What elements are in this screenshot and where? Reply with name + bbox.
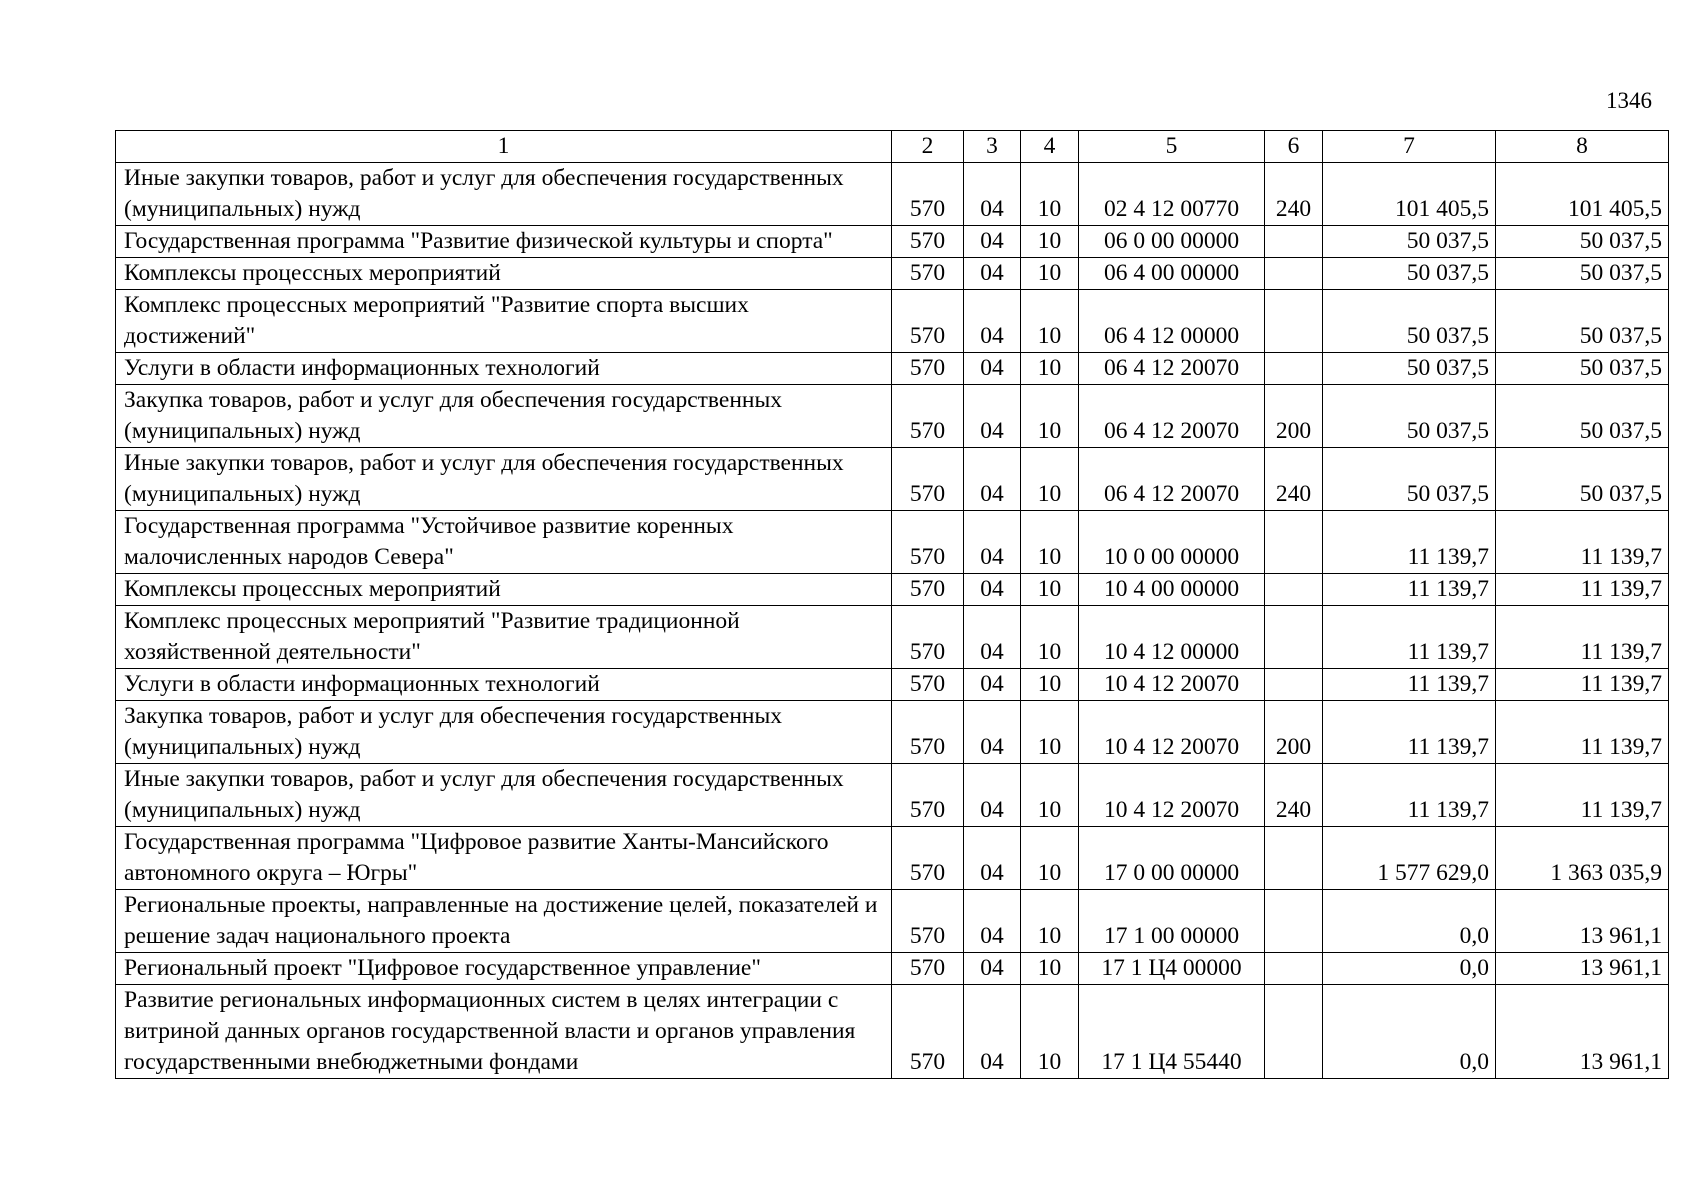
- table-row: [116, 985, 1669, 1079]
- row-cell-3: 04: [964, 226, 1021, 258]
- row-cell-3: 04: [964, 258, 1021, 290]
- row-cell-8: 50 037,5: [1496, 385, 1669, 448]
- table-row: [116, 827, 1669, 890]
- row-cell-4: 10: [1021, 258, 1079, 290]
- row-cell-7: 0,0: [1323, 953, 1496, 985]
- row-cell-4: 10: [1021, 163, 1079, 226]
- row-cell-5: 10 4 12 20070: [1079, 701, 1265, 764]
- row-cell-2: 570: [892, 290, 964, 353]
- row-cell-7: 11 139,7: [1323, 764, 1496, 827]
- header-cell-3: 3: [964, 131, 1021, 163]
- row-cell-5: 17 1 Ц4 55440: [1079, 985, 1265, 1079]
- row-cell-5: 06 0 00 00000: [1079, 226, 1265, 258]
- row-cell-6: 200: [1265, 385, 1323, 448]
- row-cell-7: 1 577 629,0: [1323, 827, 1496, 890]
- page-number: 1346: [1606, 88, 1652, 113]
- row-cell-5: 06 4 12 20070: [1079, 353, 1265, 385]
- row-cell-5: 02 4 12 00770: [1079, 163, 1265, 226]
- row-cell-2: 570: [892, 163, 964, 226]
- row-cell-4: 10: [1021, 290, 1079, 353]
- row-cell-4: 10: [1021, 574, 1079, 606]
- row-cell-7: 11 139,7: [1323, 701, 1496, 764]
- row-cell-3: 04: [964, 827, 1021, 890]
- row-name-cell: Закупка товаров, работ и услуг для обеспечения государственных (муниципальных) нужд: [116, 701, 892, 764]
- row-cell-7: 101 405,5: [1323, 163, 1496, 226]
- row-cell-3: 04: [964, 353, 1021, 385]
- row-cell-8: 11 139,7: [1496, 606, 1669, 669]
- table-row: [116, 258, 1669, 290]
- row-cell-7: 11 139,7: [1323, 669, 1496, 701]
- row-cell-6: [1265, 258, 1323, 290]
- row-cell-7: 0,0: [1323, 890, 1496, 953]
- row-name-cell: Государственная программа "Устойчивое развитие коренных малочисленных народов Севера": [116, 511, 892, 574]
- row-cell-8: 50 037,5: [1496, 226, 1669, 258]
- row-cell-2: 570: [892, 574, 964, 606]
- row-cell-6: [1265, 226, 1323, 258]
- header-cell-8: 8: [1496, 131, 1669, 163]
- row-cell-6: [1265, 953, 1323, 985]
- row-cell-6: 240: [1265, 448, 1323, 511]
- row-cell-8: 50 037,5: [1496, 448, 1669, 511]
- table-body: [116, 131, 1669, 1079]
- table-row: [116, 701, 1669, 764]
- row-cell-8: 11 139,7: [1496, 701, 1669, 764]
- row-cell-2: 570: [892, 953, 964, 985]
- row-cell-6: [1265, 606, 1323, 669]
- row-cell-3: 04: [964, 606, 1021, 669]
- row-cell-2: 570: [892, 511, 964, 574]
- row-cell-8: 1 363 035,9: [1496, 827, 1669, 890]
- row-cell-4: 10: [1021, 606, 1079, 669]
- row-name-cell: Закупка товаров, работ и услуг для обеспечения государственных (муниципальных) нужд: [116, 385, 892, 448]
- row-cell-2: 570: [892, 353, 964, 385]
- table-row: [116, 953, 1669, 985]
- row-cell-8: 11 139,7: [1496, 574, 1669, 606]
- row-cell-2: 570: [892, 985, 964, 1079]
- row-cell-6: [1265, 511, 1323, 574]
- row-cell-8: 11 139,7: [1496, 511, 1669, 574]
- header-cell-5: 5: [1079, 131, 1265, 163]
- row-name-cell: Комплексы процессных мероприятий: [116, 574, 892, 606]
- table-row: [116, 574, 1669, 606]
- row-cell-7: 50 037,5: [1323, 226, 1496, 258]
- row-cell-8: 50 037,5: [1496, 353, 1669, 385]
- row-cell-2: 570: [892, 764, 964, 827]
- row-cell-8: 13 961,1: [1496, 953, 1669, 985]
- row-cell-3: 04: [964, 701, 1021, 764]
- row-cell-4: 10: [1021, 827, 1079, 890]
- table-row: [116, 290, 1669, 353]
- row-cell-6: [1265, 669, 1323, 701]
- row-cell-5: 10 4 12 00000: [1079, 606, 1265, 669]
- row-cell-5: 06 4 12 00000: [1079, 290, 1265, 353]
- row-cell-6: [1265, 985, 1323, 1079]
- row-cell-5: 10 4 00 00000: [1079, 574, 1265, 606]
- row-cell-2: 570: [892, 385, 964, 448]
- row-cell-3: 04: [964, 511, 1021, 574]
- row-name-cell: Государственная программа "Цифровое развитие Ханты-Мансийского автономного округа – Югры": [116, 827, 892, 890]
- row-cell-5: 17 1 Ц4 00000: [1079, 953, 1265, 985]
- row-name-cell: Региональные проекты, направленные на достижение целей, показателей и решение задач национального проекта: [116, 890, 892, 953]
- table-row: [116, 448, 1669, 511]
- row-cell-8: 13 961,1: [1496, 890, 1669, 953]
- row-cell-7: 50 037,5: [1323, 448, 1496, 511]
- table-row: [116, 669, 1669, 701]
- row-cell-5: 06 4 12 20070: [1079, 448, 1265, 511]
- row-cell-2: 570: [892, 226, 964, 258]
- row-cell-3: 04: [964, 669, 1021, 701]
- row-cell-7: 0,0: [1323, 985, 1496, 1079]
- row-cell-3: 04: [964, 890, 1021, 953]
- row-cell-2: 570: [892, 606, 964, 669]
- row-cell-6: 200: [1265, 701, 1323, 764]
- row-name-cell: Комплекс процессных мероприятий "Развитие спорта высших достижений": [116, 290, 892, 353]
- row-cell-3: 04: [964, 764, 1021, 827]
- row-cell-2: 570: [892, 701, 964, 764]
- row-cell-3: 04: [964, 385, 1021, 448]
- row-cell-6: [1265, 353, 1323, 385]
- table-row: [116, 163, 1669, 226]
- row-cell-5: 06 4 12 20070: [1079, 385, 1265, 448]
- budget-table: [115, 130, 1669, 1079]
- row-cell-4: 10: [1021, 764, 1079, 827]
- row-name-cell: Развитие региональных информационных систем в целях интеграции с витриной данных органов государственной власти и органов управления государственными внебюджетными фондами: [116, 985, 892, 1079]
- row-cell-4: 10: [1021, 226, 1079, 258]
- table-row: [116, 385, 1669, 448]
- row-cell-2: 570: [892, 448, 964, 511]
- row-name-cell: Комплекс процессных мероприятий "Развитие традиционной хозяйственной деятельности": [116, 606, 892, 669]
- table-row: [116, 226, 1669, 258]
- row-cell-5: 17 1 00 00000: [1079, 890, 1265, 953]
- row-cell-3: 04: [964, 574, 1021, 606]
- header-cell-2: 2: [892, 131, 964, 163]
- row-cell-4: 10: [1021, 985, 1079, 1079]
- header-cell-6: 6: [1265, 131, 1323, 163]
- row-cell-3: 04: [964, 163, 1021, 226]
- row-cell-4: 10: [1021, 701, 1079, 764]
- header-cell-1: 1: [116, 131, 892, 163]
- row-name-cell: Комплексы процессных мероприятий: [116, 258, 892, 290]
- row-name-cell: Иные закупки товаров, работ и услуг для обеспечения государственных (муниципальных) нужд: [116, 764, 892, 827]
- row-cell-7: 50 037,5: [1323, 385, 1496, 448]
- row-cell-6: [1265, 290, 1323, 353]
- header-row: [116, 131, 1669, 163]
- row-cell-5: 06 4 00 00000: [1079, 258, 1265, 290]
- header-cell-4: 4: [1021, 131, 1079, 163]
- row-cell-7: 50 037,5: [1323, 258, 1496, 290]
- row-cell-3: 04: [964, 290, 1021, 353]
- row-cell-4: 10: [1021, 511, 1079, 574]
- header-cell-7: 7: [1323, 131, 1496, 163]
- row-cell-8: 11 139,7: [1496, 669, 1669, 701]
- row-name-cell: Региональный проект "Цифровое государственное управление": [116, 953, 892, 985]
- row-cell-5: 10 4 12 20070: [1079, 669, 1265, 701]
- row-cell-4: 10: [1021, 953, 1079, 985]
- row-cell-6: [1265, 574, 1323, 606]
- row-cell-2: 570: [892, 258, 964, 290]
- row-cell-3: 04: [964, 985, 1021, 1079]
- row-cell-7: 50 037,5: [1323, 353, 1496, 385]
- row-cell-4: 10: [1021, 353, 1079, 385]
- row-cell-2: 570: [892, 890, 964, 953]
- row-cell-7: 11 139,7: [1323, 606, 1496, 669]
- table-row: [116, 511, 1669, 574]
- row-cell-7: 11 139,7: [1323, 511, 1496, 574]
- row-cell-2: 570: [892, 827, 964, 890]
- table-row: [116, 764, 1669, 827]
- row-cell-4: 10: [1021, 890, 1079, 953]
- row-cell-7: 11 139,7: [1323, 574, 1496, 606]
- row-name-cell: Иные закупки товаров, работ и услуг для обеспечения государственных (муниципальных) нужд: [116, 163, 892, 226]
- row-cell-5: 10 0 00 00000: [1079, 511, 1265, 574]
- row-cell-5: 10 4 12 20070: [1079, 764, 1265, 827]
- row-cell-8: 50 037,5: [1496, 258, 1669, 290]
- row-cell-8: 11 139,7: [1496, 764, 1669, 827]
- row-cell-6: [1265, 890, 1323, 953]
- row-cell-8: 13 961,1: [1496, 985, 1669, 1079]
- row-cell-4: 10: [1021, 669, 1079, 701]
- row-cell-3: 04: [964, 953, 1021, 985]
- row-name-cell: Услуги в области информационных технологий: [116, 669, 892, 701]
- row-cell-4: 10: [1021, 448, 1079, 511]
- table-row: [116, 353, 1669, 385]
- row-cell-2: 570: [892, 669, 964, 701]
- table-row: [116, 890, 1669, 953]
- row-name-cell: Услуги в области информационных технологий: [116, 353, 892, 385]
- row-cell-5: 17 0 00 00000: [1079, 827, 1265, 890]
- row-cell-6: 240: [1265, 163, 1323, 226]
- row-cell-7: 50 037,5: [1323, 290, 1496, 353]
- row-cell-8: 50 037,5: [1496, 290, 1669, 353]
- row-cell-4: 10: [1021, 385, 1079, 448]
- row-name-cell: Иные закупки товаров, работ и услуг для обеспечения государственных (муниципальных) нужд: [116, 448, 892, 511]
- row-name-cell: Государственная программа "Развитие физической культуры и спорта": [116, 226, 892, 258]
- row-cell-6: [1265, 827, 1323, 890]
- row-cell-3: 04: [964, 448, 1021, 511]
- table-row: [116, 606, 1669, 669]
- row-cell-6: 240: [1265, 764, 1323, 827]
- row-cell-8: 101 405,5: [1496, 163, 1669, 226]
